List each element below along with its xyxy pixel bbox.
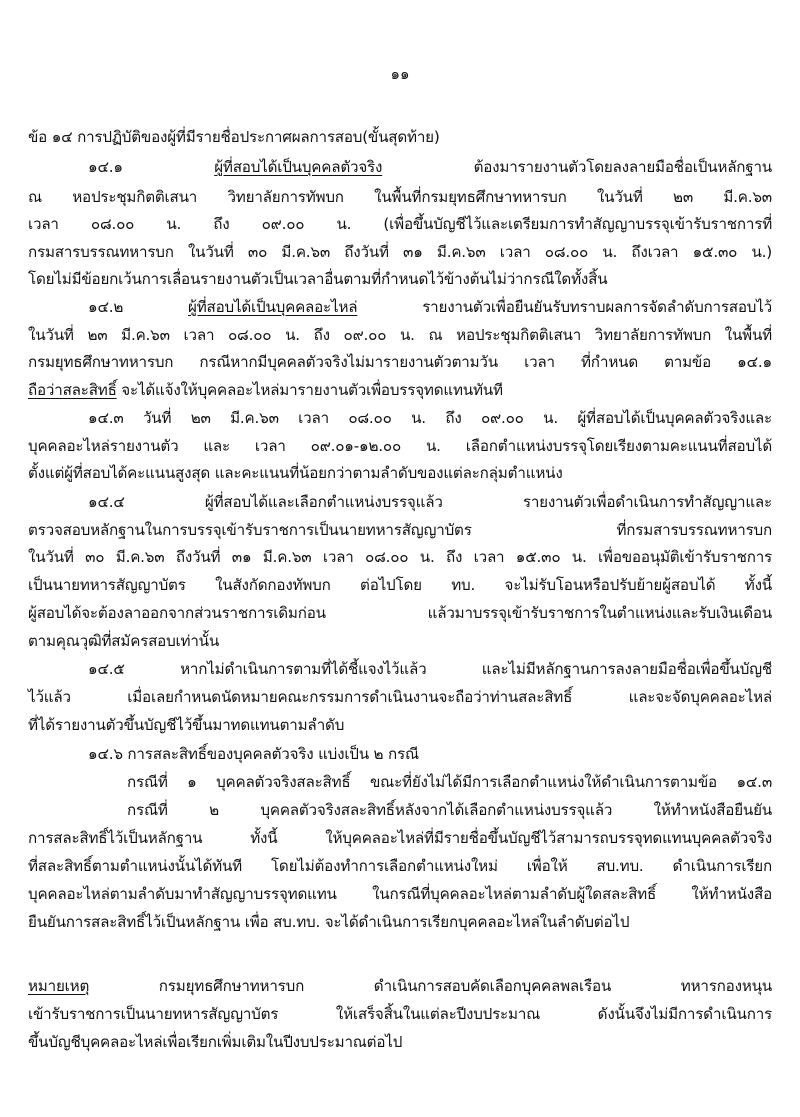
note-line-1 bbox=[28, 976, 772, 996]
underlined-phrase: ผู้ที่สอบได้เป็นบุคคลอะไหล่ bbox=[188, 298, 358, 316]
clause-14-4-line-5: ผู้สอบได้จะต้องลาออกจากส่วนราชการเดิมก่อน แล้วมาบรรจุเข้ารับราชการในตำแหน่งและรับเงินเดือน bbox=[28, 604, 772, 622]
clause-14-3-line-1: ๑๔.๓ วันที่ ๒๓ มี.ค.๖๓ เวลา ๐๘.๐๐ น. ถึง ๐๙.๐๐ น. ผู้ที่สอบได้เป็นบุคคลตัวจริงและ bbox=[88, 409, 772, 427]
clause-14-1-line-4: กรมสารบรรณทหารบก ในวันที่ ๓๐ มี.ค.๖๓ ถึงวันที่ ๓๑ มี.ค.๖๓ เวลา ๐๘.๐๐ น. ถึงเวลา ๑๕.๓๐ น.) bbox=[28, 243, 772, 261]
clause-14-2-line-3: กรมยุทธศึกษาทหารบก กรณีหากมีบุคคลตัวจริงไม่มารายงานตัวตามวัน เวลา ที่กำหนด ตามข้อ ๑๔.๑ bbox=[28, 353, 772, 371]
clause-14-3-line-2: บุคคลอะไหล่รายงานตัว และ เวลา ๐๙.๐๑-๑๒.๐๐ น. เลือกตำแหน่งบรรจุโดยเรียงตามคะแนนที่สอบได้ bbox=[28, 437, 772, 455]
clause-text: รายงานตัวเพื่อยืนยันรับทราบผลการจัดลำดับการสอบไว้ bbox=[357, 298, 772, 316]
clause-14-1-line-1 bbox=[88, 157, 772, 177]
section-heading: ข้อ ๑๔ การปฏิบัติของผู้ที่มีรายชื่อประกาศผลการสอบ(ขั้นสุดท้าย) bbox=[28, 128, 440, 146]
clause-14-2-line-2: ในวันที่ ๒๓ มี.ค.๖๓ เวลา ๐๘.๐๐ น. ถึง ๐๙.๐๐ น. ณ หอประชุมกิตติเสนา วิทยาลัยการทัพบก ในพื้นที่ bbox=[28, 326, 772, 344]
clause-14-6-case-1: กรณีที่ ๑ บุคคลตัวจริงสละสิทธิ์ ขณะที่ยังไม่ได้มีการเลือกตำแหน่งให้ดำเนินการตามข้อ ๑๔.๓ bbox=[127, 773, 772, 791]
clause-14-5-line-2: ไว้แล้ว เมื่อเลยกำหนดนัดหมายคณะกรรมการดำเนินงานจะถือว่าท่านสละสิทธิ์ และจะจัดบุคคลอะไหล่ bbox=[28, 688, 772, 706]
clause-14-1-line-5: โดยไม่มีข้อยกเว้นการเลื่อนรายงานตัวเป็นเวลาอื่นตามที่กำหนดไว้ข้างต้นไม่ว่ากรณีใดทั้งสิ้น bbox=[28, 270, 608, 288]
clause-14-6-case-2-line-2: การสละสิทธิ์ไว้เป็นหลักฐาน ทั้งนี้ ให้บุคคลอะไหล่ที่มีรายชื่อขึ้นบัญชีไว้สามารถบรรจุทดแทนบุคคลตัวจริง bbox=[28, 829, 772, 847]
clause-text: จะได้แจ้งให้บุคคลอะไหล่มารายงานตัวเพื่อบรรจุทดแทนทันที bbox=[116, 381, 503, 399]
clause-14-4-line-6: ตามคุณวุฒิที่สมัครสอบเท่านั้น bbox=[28, 632, 220, 650]
note-text: กรมยุทธศึกษาทหารบก ดำเนินการสอบคัดเลือกบุคคลพลเรือน ทหารกองหนุน bbox=[89, 977, 772, 995]
clause-14-6-case-2-line-1: กรณีที่ ๒ บุคคลตัวจริงสละสิทธิ์หลังจากได้เลือกตำแหน่งบรรจุแล้ว ให้ทำหนังสือยืนยัน bbox=[127, 801, 772, 819]
clause-14-4-line-4: เป็นนายทหารสัญญาบัตร ในสังกัดกองทัพบก ต่อไปโดย ทบ. จะไม่รับโอนหรือปรับย้ายผู้สอบได้ ทั้งนี้ bbox=[28, 576, 772, 594]
clause-14-6-case-2-line-5: ยืนยันการสละสิทธิ์ไว้เป็นหลักฐาน เพื่อ สบ.ทบ. จะได้ดำเนินการเรียกบุคคลอะไหล่ในลำดับต่อไป bbox=[28, 913, 630, 931]
page-number: ๑๑ bbox=[390, 65, 410, 83]
clause-number: ๑๔.๒ bbox=[88, 298, 189, 316]
clause-14-6-line-1: ๑๔.๖ การสละสิทธิ์ของบุคคลตัวจริง แบ่งเป็น ๒ กรณี bbox=[88, 745, 419, 763]
clause-14-6-case-2-line-4: บุคคลอะไหล่ตามลำดับมาทำสัญญาบรรจุทดแทน ในกรณีที่บุคคลอะไหล่ตามลำดับผู้ใดสละสิทธิ์ ให้ทำหนังสือ bbox=[28, 885, 772, 903]
clause-14-2-line-4 bbox=[28, 380, 503, 400]
underlined-phrase: ผู้ที่สอบได้เป็นบุคคลตัวจริง bbox=[214, 158, 383, 176]
clause-14-4-line-2: ตรวจสอบหลักฐานในการบรรจุเข้ารับราชการเป็นนายทหารสัญญาบัตร ที่กรมสารบรรณทหารบก bbox=[28, 521, 772, 539]
clause-14-4-line-3: ในวันที่ ๓๐ มี.ค.๖๓ ถึงวันที่ ๓๑ มี.ค.๖๓ เวลา ๐๘.๐๐ น. ถึง เวลา ๑๕.๓๐ น. เพื่อขออนุมัติเข้ารับราชการ bbox=[28, 548, 772, 566]
note-line-3: ขึ้นบัญชีบุคคลอะไหล่เพื่อเรียกเพิ่มเติมในปีงบประมาณต่อไป bbox=[28, 1033, 403, 1051]
clause-14-1-line-3: เวลา ๐๘.๐๐ น. ถึง ๐๙.๐๐ น. (เพื่อขึ้นบัญชีไว้และเตรียมการทำสัญญาบรรจุเข้ารับราชการที่ bbox=[28, 215, 772, 233]
clause-14-2-line-1 bbox=[88, 297, 772, 317]
clause-14-4-line-1: ๑๔.๔ ผู้ที่สอบได้และเลือกตำแหน่งบรรจุแล้ว รายงานตัวเพื่อดำเนินการทำสัญญาและ bbox=[88, 493, 772, 511]
clause-14-5-line-1: ๑๔.๕ หากไม่ดำเนินการตามที่ได้ชี้แจงไว้แล้ว และไม่มีหลักฐานการลงลายมือชื่อเพื่อขึ้นบัญชี bbox=[88, 660, 772, 678]
clause-14-5-line-3: ที่ได้รายงานตัวขึ้นบัญชีไว้ขึ้นมาทดแทนตามลำดับ bbox=[28, 716, 345, 734]
underlined-phrase: ถือว่าสละสิทธิ์ bbox=[28, 381, 117, 399]
clause-14-6-case-2-line-3: ที่สละสิทธิ์ตามตำแหน่งนั้นได้ทันที โดยไม่ต้องทำการเลือกตำแหน่งใหม่ เพื่อให้ สบ.ทบ. ดำเนินการเรียก bbox=[28, 857, 772, 875]
clause-number: ๑๔.๑ bbox=[88, 158, 215, 176]
clause-text: ต้องมารายงานตัวโดยลงลายมือชื่อเป็นหลักฐาน bbox=[382, 158, 772, 176]
clause-14-3-line-3: ตั้งแต่ผู้ที่สอบได้คะแนนสูงสุด และคะแนนที่น้อยกว่าตามลำดับของแต่ละกลุ่มตำแหน่ง bbox=[28, 464, 563, 482]
clause-14-1-line-2: ณ หอประชุมกิตติเสนา วิทยาลัยการทัพบก ในพื้นที่กรมยุทธศึกษาทหารบก ในวันที่ ๒๓ มี.ค.๖๓ bbox=[28, 188, 772, 206]
note-line-2: เข้ารับราชการเป็นนายทหารสัญญาบัตร ให้เสร็จสิ้นในแต่ละปีงบประมาณ ดังนั้นจึงไม่มีการดำเนินการ bbox=[28, 1005, 772, 1023]
note-label: หมายเหตุ bbox=[28, 977, 90, 995]
